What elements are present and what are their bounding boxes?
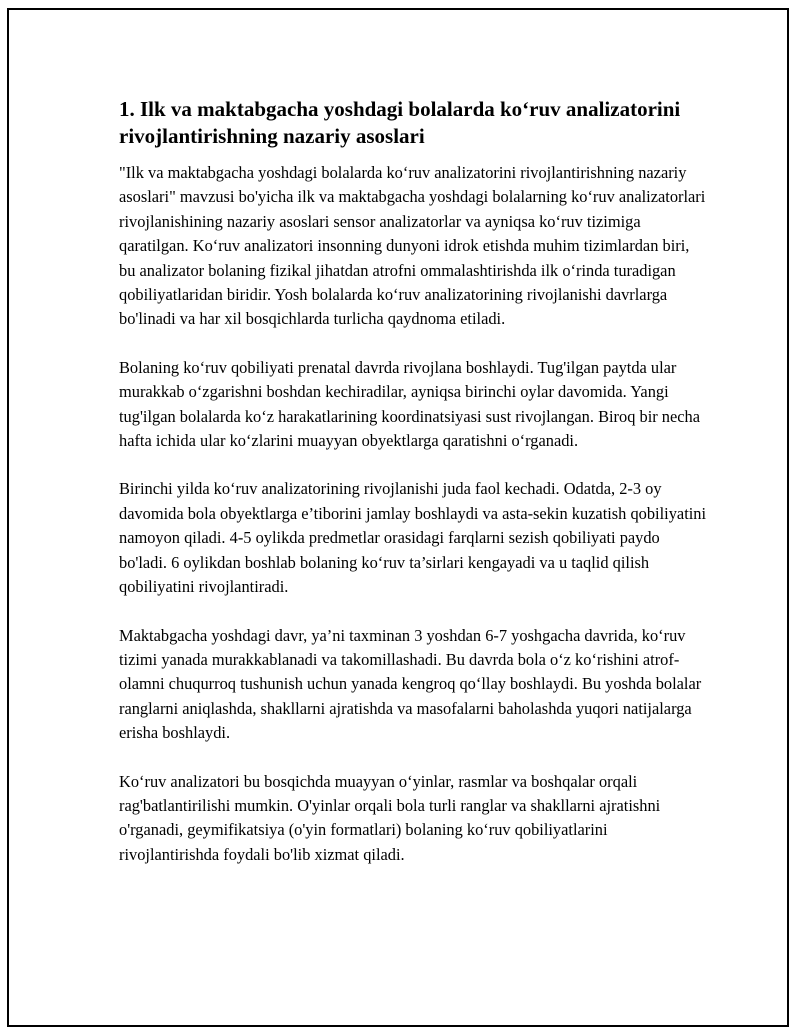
paragraph-1: "Ilk va maktabgacha yoshdagi bolalarda ko‘ruv analizatorini rivojlantirishning nazariy asoslari" mavzusi bo'yicha ilk va maktabgacha yoshdagi bolalarning ko‘ruv analizatorlari rivojlanishining nazariy asoslari sensor analizatorlar va ayniqsa ko‘ruv tizimiga qaratilgan. Ko‘ruv analizatori insonning dunyoni idrok etishda muhim tizimlardan biri, bu analizator bolaning fizikal jihatdan atrofni ommalashtirishda ilk o‘rinda turadigan qobiliyatlaridan biridir. Yosh bolalarda ko‘ruv analizatorining rivojlanishi davrlarga bo'linadi va har xil bosqichlarda turlicha qaydnoma etiladi. xyxy=(119,163,706,329)
document-page xyxy=(7,8,789,1027)
paragraph-3: Birinchi yilda ko‘ruv analizatorining rivojlanishi juda faol kechadi. Odatda, 2-3 oy davomida bola obyektlarga e’tiborini jamlay boshlaydi va asta-sekin kuzatish qobiliyatini namoyon qiladi. 4-5 oylikda predmetlar orasidagi farqlarni sezish qobiliyati paydo bo'ladi. 6 oylikdan boshlab bolaning ko‘ruv ta’sirlari kengayadi va u taqlid qilish qobiliyatini rivojlantiradi. xyxy=(119,479,707,597)
paragraph-5: Ko‘ruv analizatori bu bosqichda muayyan o‘yinlar, rasmlar va boshqalar orqali rag'batlantirilishi mumkin. O'yinlar orqali bola turli ranglar va shakllarni ajratishni o'rganadi, geymifikatsiya (o'yin formatlari) bolaning ko‘ruv qobiliyatlarini rivojlantirishda foydali bo'lib xizmat qiladi. xyxy=(119,771,661,864)
section-heading: 1. Ilk va maktabgacha yoshdagi bolalarda ko‘ruv analizatorini rivojlantirishning nazariy asoslari xyxy=(119,97,681,148)
paragraph-4: Maktabgacha yoshdagi davr, ya’ni taxminan 3 yoshdan 6-7 yoshgacha davrida, ko‘ruv tizimi yanada murakkablanadi va takomillashadi. Bu davrda bola o‘z ko‘rishini atrof-olamni chuqurroq tushunish uchun yanada kengroq qo‘llay boshlaydi. Bu yoshda bolalar ranglarni aniqlashda, shakllarni ajratishda va masofalarni baholashda yuqori natijalarga erisha boshlaydi. xyxy=(119,625,702,743)
document-body xyxy=(119,96,709,891)
paragraph-2: Bolaning ko‘ruv qobiliyati prenatal davrda rivojlana boshlaydi. Tug'ilgan paytda ular murakkab o‘zgarishni boshdan kechiradilar, ayniqsa birinchi oylar davomida. Yangi tug'ilgan bolalarda ko‘z harakatlarining koordinatsiyasi sust rivojlangan. Biroq bir necha hafta ichida ular ko‘zlarini muayyan obyektlarga qaratishni o‘rganadi. xyxy=(119,357,701,451)
